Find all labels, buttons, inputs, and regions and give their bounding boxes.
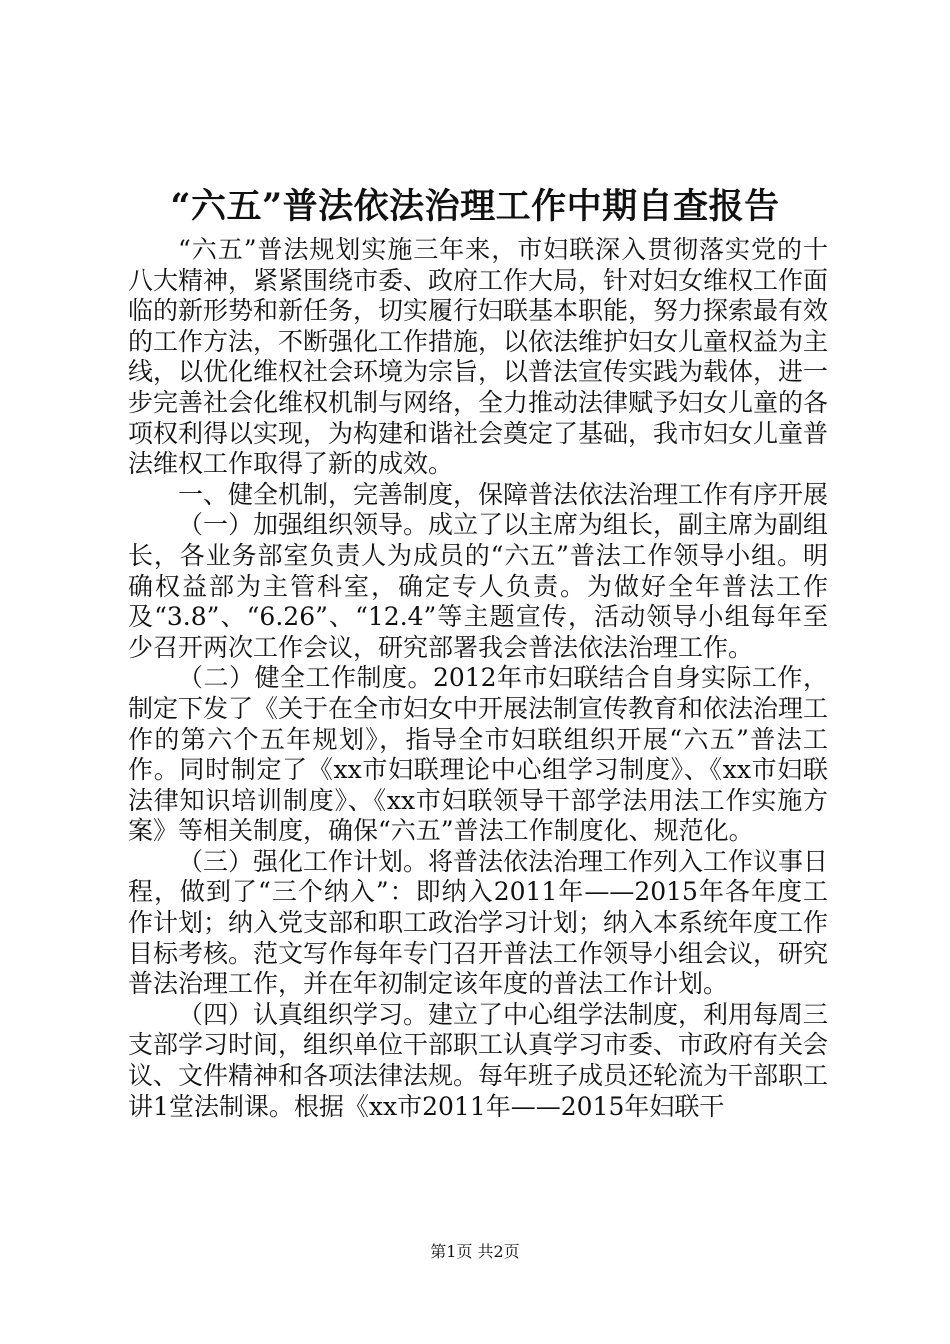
- paragraph-system: （二）健全工作制度。2012年市妇联结合自身实际工作，制定下发了《关于在全市妇女中开展法制宣传教育和依法治理工作的第六个五年规划》，指导全市妇联组织开展“六五”普法工作。同时制定了《xx市妇联理论中心组学习制度》、《xx市妇联法律知识培训制度》、《xx市妇联领导干部学法用法工作实施方案》等相关制度，确保“六五”普法工作制度化、规范化。: [128, 663, 829, 846]
- document-body: [128, 235, 828, 1122]
- paragraph-intro: “六五”普法规划实施三年来，市妇联深入贯彻落实党的十八大精神，紧紧围绕市委、政府工作大局，针对妇女维权工作面临的新形势和新任务，切实履行妇联基本职能，努力探索最有效的工作方法，不断强化工作措施，以依法维护妇女儿童权益为主线，以优化维权社会环境为宗旨，以普法宣传实践为载体，进一步完善社会化维权机制与网络，全力推动法律赋予妇女儿童的各项权利得以实现，为构建和谐社会奠定了基础，我市妇女儿童普法维权工作取得了新的成效。: [128, 235, 829, 479]
- paragraph-study: （四）认真组织学习。建立了中心组学法制度，利用每周三支部学习时间，组织单位干部职工认真学习市委、市政府有关会议、文件精神和各项法律法规。每年班子成员还轮流为干部职工讲1堂法制课。根据《xx市2011年——2015年妇联干: [128, 999, 829, 1121]
- document-title: “六五”普法依法治理工作中期自查报告: [170, 186, 780, 227]
- section-heading-1: 一、健全机制，完善制度，保障普法依法治理工作有序开展: [178, 479, 829, 509]
- paragraph-plan: （三）强化工作计划。将普法依法治理工作列入工作议事日程，做到了“三个纳入”：即纳入2011年——2015年各年度工作计划；纳入党支部和职工政治学习计划；纳入本系统年度工作目标考核。范文写作每年专门召开普法工作领导小组会议，研究普法治理工作，并在年初制定该年度的普法工作计划。: [128, 846, 829, 999]
- page-number: 第1页 共2页: [430, 1242, 520, 1261]
- paragraph-organization: （一）加强组织领导。成立了以主席为组长，副主席为副组长，各业务部室负责人为成员的“六五”普法工作领导小组。明确权益部为主管科室，确定专人负责。为做好全年普法工作及“3.8”、“6.26”、“12.4”等主题宣传，活动领导小组每年至少召开两次工作会议，研究部署我会普法依法治理工作。: [128, 510, 829, 662]
